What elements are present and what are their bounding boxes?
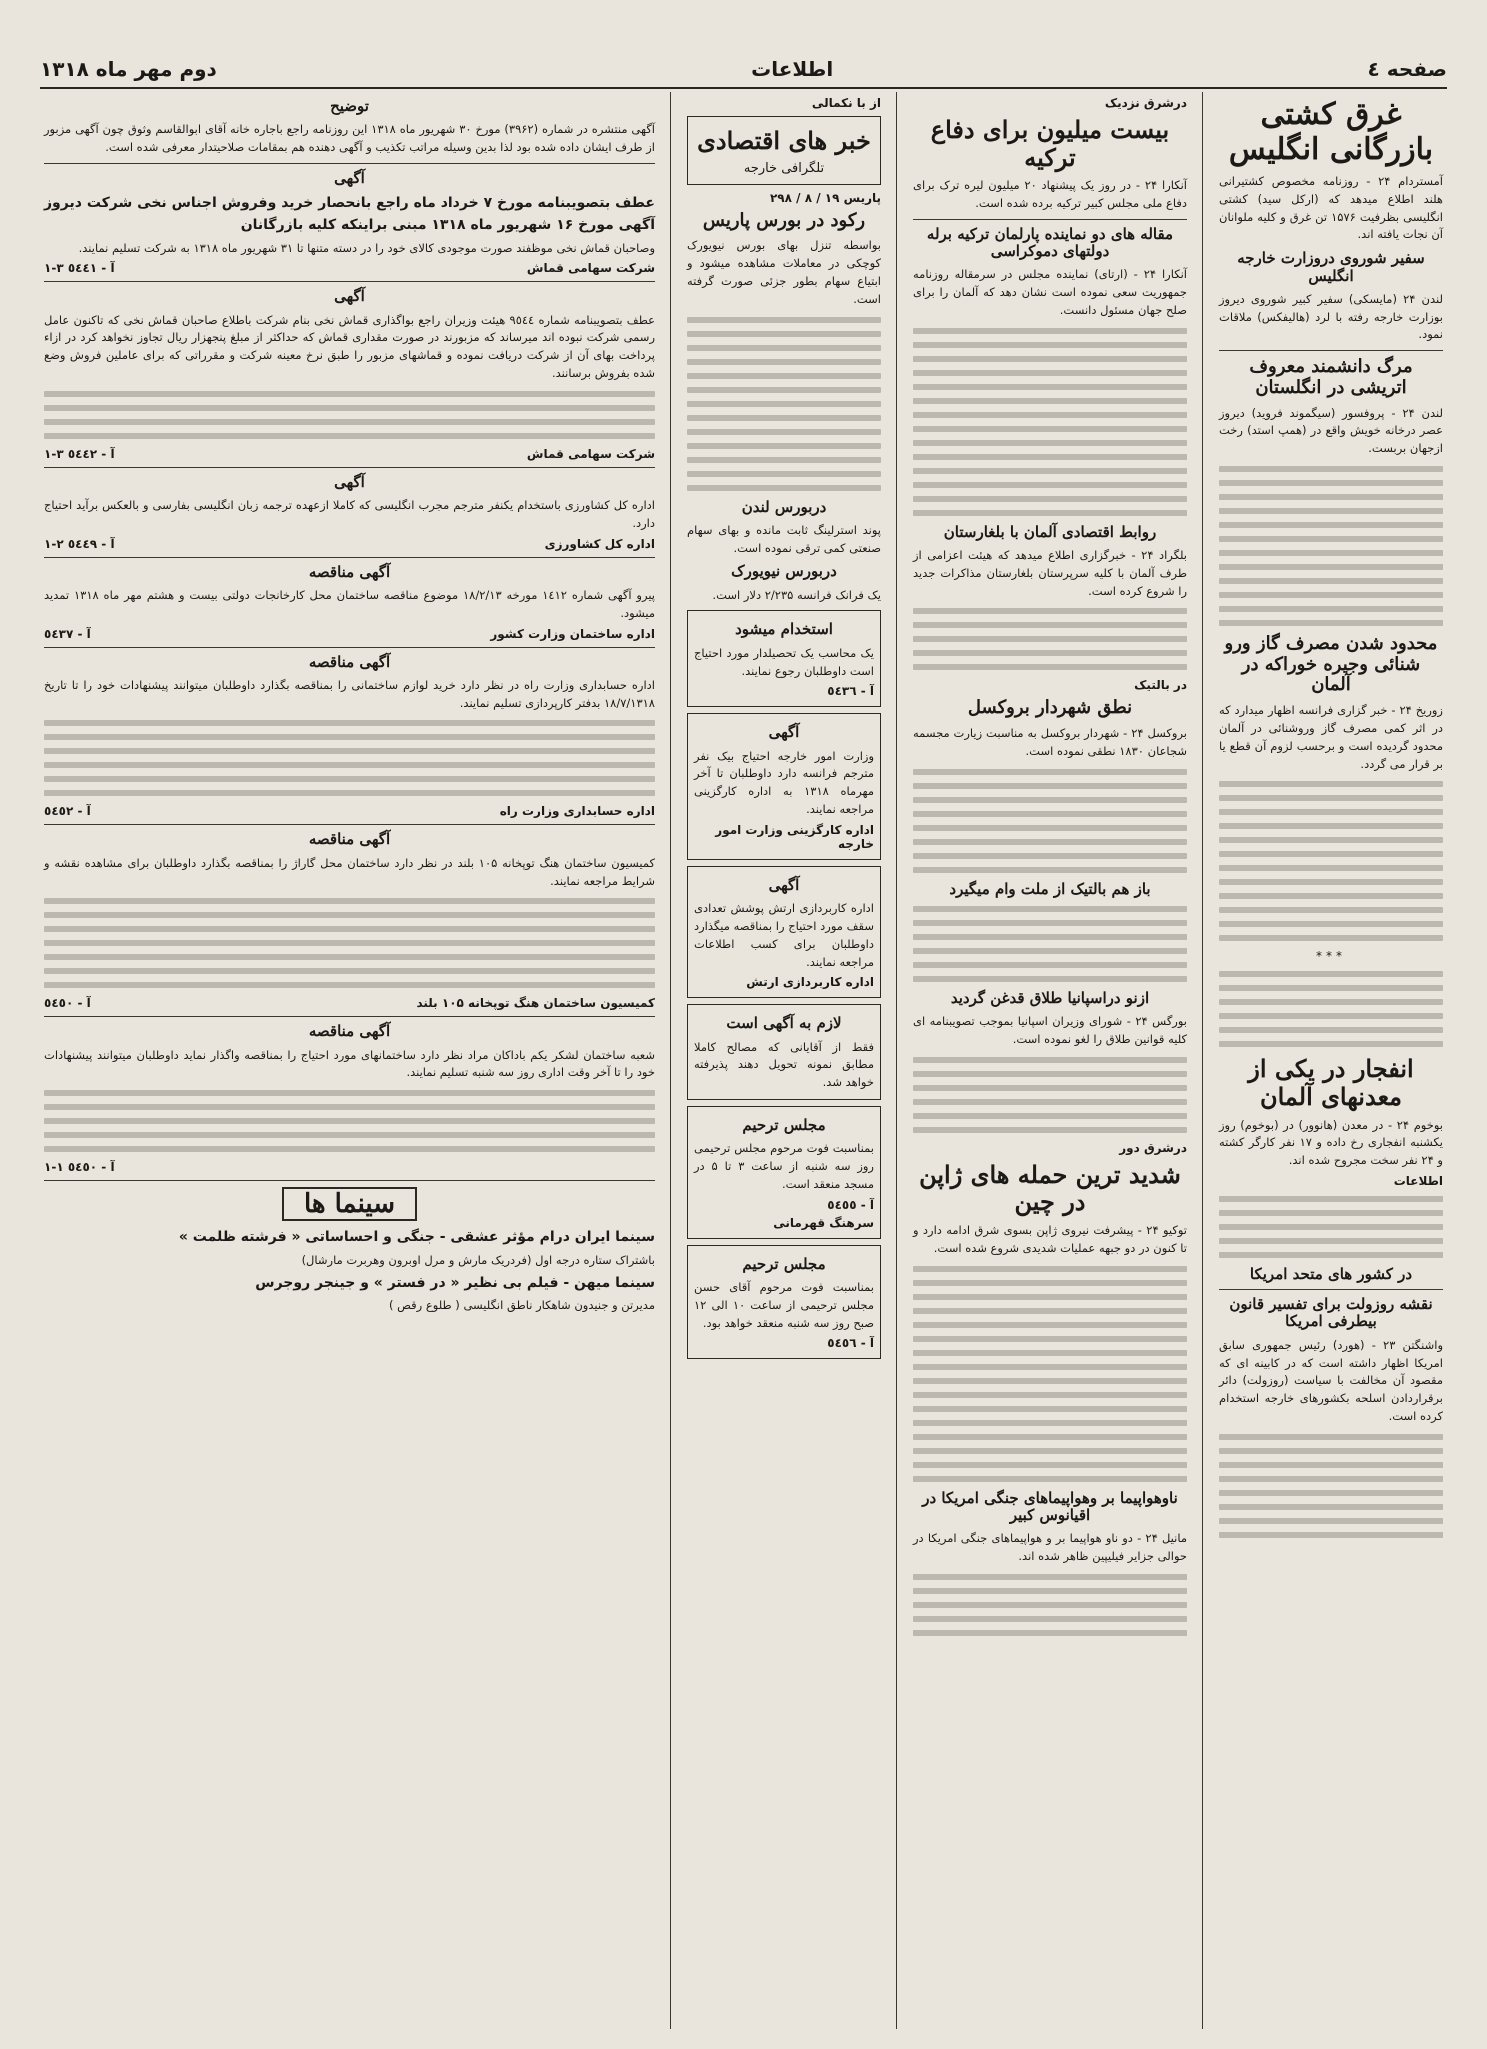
ad-notice [687, 1004, 881, 1100]
headline-gas-rationing: محدود شدن مصرف گاز ورو شنائی وجیره خوراکه در آلمان [1224, 633, 1438, 696]
article-body: بورگس ۲۴ - شورای وزیران اسپانیا بموجب تصویبنامه ای کلیه قوانین طلاق را لغو نموده است. [913, 1014, 1187, 1047]
ad-title: آگهی مناقصه [308, 562, 391, 581]
section-kicker: درشرق نزدیک [1104, 96, 1187, 110]
column-3 [679, 92, 889, 2029]
subheading-foreign-telegrams: تلگرافی خارجه [743, 160, 825, 176]
ad-signature: اداره حسابداری وزارت راه [499, 804, 655, 819]
ad-footer [44, 447, 655, 461]
ad-body: پیرو آگهی شماره ۱٤۱۲ مورخه ۱۸/۲/۱۳ موضوع مناقصه ساختمان محل کارخانجات دولتی بیست و هشتم مهر ماه ۱۳۱۸ تمدید میشود. [44, 587, 656, 620]
ad-title: آگهی مناقصه [308, 652, 391, 671]
notice-title: توضیح [330, 97, 369, 115]
ad-code: آ - ٥٤٥٢ [44, 804, 91, 819]
column-4 [36, 92, 663, 2029]
ad-code: آ - ٥٤٤٩ ۲-۱ [44, 536, 115, 551]
headline-scientist-death: مرگ دانشمند معروف اتریشی در انگلستان [1249, 356, 1413, 398]
ad-title: آگهی [334, 168, 365, 187]
ad-body: عطف بتصویبنامه شماره ۹٥٤٤ هیئت وزیران راجع بواگذاری قماش نخی بنام شرکت باطلاع صاحبان قماش نخی که تاکنون عامل رسمی شرکت نبوده اند میرساند که مزبورند در صورت مقداری قماش که حداکثر از مبلغ پنجهزار ریال تجاوز نخواهد کرد در ازاء پرداخت بهای آن از شرکت دریافت نموده و قماشهای مزبور را طبق نرخ معینه شرکت و مقرراتی که برای عاملین فروش وضع شده بفروش برسانند. [44, 312, 655, 380]
ad-title: آگهی [334, 472, 365, 491]
ad-footer [44, 537, 655, 551]
article-body: پوند استرلینگ ثابت مانده و بهای سهام صنعتی کمی ترقی نموده است. [687, 522, 881, 555]
article-continuation [1219, 466, 1443, 626]
article-continuation [1219, 781, 1443, 941]
ad-body: اداره کل کشاورزی باستخدام یکنفر مترجم مجرب انگلیسی که کاملا ازعهده ترجمه زبان انگلیسی بفارسی و بالعکس برآید احتیاج دارد. [44, 498, 655, 530]
ad-continuation [44, 391, 655, 439]
cinema-listing: باشتراک ستاره درجه اول (فردریک مارش و مرل اوبرون وهربرت مارشال) [301, 1252, 655, 1267]
article-body: مانیل ۲۴ - دو ناو هواپیما بر و هواپیماهای جنگی امریکا در حوالی جزایر فیلیپین ظاهر شده اند. [913, 1531, 1187, 1563]
headline-economic-news: خبر های اقتصادی [697, 126, 871, 155]
headline-brussels-mayor: نطق شهردار بروکسل [967, 697, 1133, 719]
section-heading-usa: در کشور های متحد امریکا [1249, 1264, 1413, 1283]
article-body: بلگراد ۲۴ - خبرگزاری اطلاع میدهد که هیئت اعزامی از طرف آلمان با کلیه سرپرستان بلغارستان مذاکرات جدید را شروع کرده است. [913, 548, 1187, 598]
cinema-title: سینما ها [282, 1187, 417, 1221]
article-body: بواسطه تنزل بهای بورس نیویورک کوچکی در معاملات مشاهده میشود و ابتیاع سهام بطور جزئی صورت گرفته است. [687, 238, 881, 306]
headline-mine-explosion: انفجار در یکی از معدنهای آلمان [1248, 1054, 1414, 1111]
ad-continuation [44, 720, 655, 796]
ad-foreign-ministry [687, 713, 881, 860]
ad-title: مجلس ترحیم [742, 1116, 826, 1135]
article-body: توکیو ۲۴ - پیشرفت نیروی ژاپن بسوی شرق ادامه دارد و تا کنون در دو جبهه عملیات شدیدی شروع شده است. [913, 1223, 1187, 1255]
headline-roosevelt: نقشه روزولت برای تفسیر قانون بیطرفی امریکا [1229, 1295, 1433, 1331]
article-continuation [1219, 1434, 1443, 1538]
ad-body: وزارت امور خارجه احتیاج بیک نفر مترجم فرانسه دارد داوطلبان تا آخر مهرماه ۱۳۱۸ به اداره کارگزینی مراجعه نمایند. [694, 748, 875, 817]
ad-continuation [44, 898, 655, 988]
headline-turkish-mps: مقاله های دو نماینده پارلمان ترکیه برله دولتهای دموکراسی [926, 224, 1174, 261]
ad-body: شعبه ساختمان لشکر یکم باداکان مراد نظر دارد ساختمانهای مورد احتیاج را بمناقصه واگذار نماید داوطلبان میتوانند پیشنهادات خود را تا آخر وقت اداری روز سه شنبه تسلیم نمایند. [44, 1047, 655, 1080]
ad-signature: سرهنگ قهرمانی [773, 1215, 874, 1230]
ad-memorial-2 [687, 1245, 881, 1360]
headline-us-carriers: ناوهواپیما بر وهواپیماهای جنگی امریکا در اقیانوس کبیر [922, 1488, 1178, 1524]
ad-signature: اداره ساختمان وزارت کشور [490, 626, 655, 641]
section-kicker: از با نکمالی [811, 96, 881, 110]
headline-turkey-defense: بیست میلیون برای دفاع ترکیه [930, 115, 1170, 172]
article-body: آنکارا ۲۴ - در روز یک پیشنهاد ۲۰ میلیون لیره ترک برای دفاع ملی مجلس کبیر ترکیه برده شده است. [913, 178, 1187, 210]
ad-code: آ - ٥٤٣٦ [827, 684, 874, 699]
headline-newyork-bourse: دربورس نیویورک [731, 562, 837, 581]
ad-title: آگهی مناقصه [308, 830, 391, 849]
article-body: زوریخ ۲۴ - خبر گزاری فرانسه اظهار میدارد که در اثر کمی مصرف گاز وروشنائی در آلمان محدود گردیده است و برحسب لزوم آن قطع یا بر قرار می گردد. [1219, 703, 1443, 771]
ad-signature: شرکت سهامی قماش [526, 446, 655, 461]
article-body: آنکارا ۲۴ - (ارتای) نماینده مجلس در سرمقاله روزنامه جمهوریت سعی نموده است نشان دهد که آلمان را برای صلح جهان مسئول دانست. [913, 267, 1187, 317]
ad-code: آ - ٥٤٥٦ [827, 1336, 874, 1351]
ad-title: آگهی [768, 875, 800, 894]
headline-spain-divorce: ازنو دراسپانیا طلاق قدغن گردید [950, 989, 1150, 1007]
ad-footer [44, 1160, 655, 1174]
article-body: یک فرانک فرانسه ۲/۲۳۵ دلار است. [712, 587, 881, 602]
ad-signature: کمیسیون ساختمان هنگ توپخانه ۱۰۵ بلند [416, 996, 655, 1011]
ad-code: آ - ٥٤٣٧ [44, 626, 91, 641]
ad-body: وصاحبان قماش نخی موظفند صورت موجودی کالای خود را در دسته متنها تا ۳۱ شهریور ماه ۱۳۱۸ به شرکت تسلیم نمایند. [78, 240, 655, 255]
article-body: بوخوم ۲۴ - در معدن (هانوور) در (بوخوم) روز یکشنبه انفجاری رخ داده و ۱۷ نفر کارگر کشته و ۲۴ نفر سخت مجروح شده اند. [1219, 1117, 1444, 1168]
exchange-rate-line: پاریس ۱۹ / ۸ / ۲۹۸ [769, 190, 881, 205]
article-continuation [687, 317, 881, 491]
ad-code: آ - ٥٤٥٥ [827, 1197, 874, 1212]
ad-body: اداره کاربردازی ارتش پوشش تعدادی سقف مورد احتیاج را بمناقصه میگذارد داوطلبان برای کسب اطلاعات مراجعه نمایند. [694, 901, 874, 969]
article-continuation [913, 1057, 1187, 1133]
article-continuation [913, 608, 1187, 670]
ad-signature: اداره کل کشاورزی [544, 536, 655, 551]
headline-germany-bulgaria: روابط اقتصادی آلمان با بلغارستان [943, 522, 1157, 541]
cinema-listing: مدیرتن و جنیدون شاهکار ناطق انگلیسی ( طلوع رقص ) [388, 1298, 655, 1313]
article-continuation [913, 1574, 1187, 1636]
ad-code: آ - ٥٤٥٠ ۱-۱ [44, 1160, 115, 1175]
ad-footer [44, 804, 655, 818]
ad-hiring [687, 610, 881, 707]
column-1 [1211, 92, 1451, 2029]
ad-title: آگهی [334, 287, 365, 306]
cinema-listing: سینما ایران درام مؤثر عشقی - جنگی و احساساتی « فرشته ظلمت » [178, 1229, 655, 1246]
article-continuation [1219, 971, 1443, 1047]
article-body: لندن ۲۴ (مایسکی) سفیر کبیر شوروی دیروز بوزارت خارجه رفته با لرد (هالیفکس) ملاقات نمود. [1219, 291, 1443, 342]
section-kicker: درشرق دور [1119, 1140, 1187, 1155]
headline-merchant-ship: غرق کشتی بازرگانی انگلیس [1228, 97, 1434, 167]
ad-army-procurement [687, 866, 881, 999]
ad-body: کمیسیون ساختمان هنگ توپخانه ۱۰۵ بلند در نظر دارد ساختمان محل گاراژ را بمناقصه بگذارد داوطلبان برای مشاهده نقشه و شرایط مراجعه نمایند. [44, 855, 655, 888]
section-label: اطلاعات [1393, 1173, 1443, 1188]
article-continuation [913, 328, 1187, 516]
ad-signature: اداره کارگزینی وزارت امور خارجه [715, 822, 874, 851]
headline-london-bourse: دربورس لندن [741, 497, 827, 516]
ad-title: آگهی [768, 723, 800, 742]
ad-continuation [44, 1090, 655, 1152]
article-body: لندن ۲۴ - پروفسور (سیگموند فروید) دیروز عصر درخانه خویش واقع در (همپ استد) رخت ازجهان بربست. [1219, 405, 1443, 456]
headline-japan-attacks: شدید ترین حمله های ژاپن در چین [919, 1159, 1181, 1217]
ad-title: آگهی مناقصه [308, 1022, 391, 1041]
article-body: بروکسل ۲۴ - شهردار بروکسل به مناسبت زیارت مجسمه شجاعان ۱۸۳۰ نطقی نموده است. [913, 726, 1188, 758]
notice-body: آگهی منتشره در شماره (۳۹۶۲) مورخ ۳۰ شهریور ماه ۱۳۱۸ این روزنامه راجع باجاره خانه آقای ابوالقاسم وثوق چون آگهی مزبور از طرف ایشان داده شده بود لذا بدین وسیله مراتب تکذیب و آگهی دهنده هم بمقامات صلاحیتدار معرفی شده است. [44, 122, 655, 155]
ad-body: بمناسبت فوت مرحوم آقای حسن مجلس ترحیمی از ساعت ۱۰ الی ۱۲ صبح روز سه شنبه منعقد خواهد بود. [694, 1279, 874, 1330]
column-2 [905, 92, 1195, 2029]
ad-body: فقط از آقایانی که مصالح کاملا مطابق نمونه تحویل دهند پذیرفته خواهد شد. [694, 1039, 874, 1090]
page-number: صفحه ٤ [1367, 57, 1447, 81]
headline-paris-bourse: رکود در بورس پاریس [702, 209, 866, 231]
article-body: آمستردام ۲۴ - روزنامه مخصوص کشتیرانی هلند اطلاع میدهد که (ارکل سید) کشتی انگلیسی بظرفیت ۱۵۷۶ تن غرق و کلیه ملوانان آن نجات یافته اند. [1219, 174, 1443, 242]
article-continuation [913, 769, 1187, 873]
ad-footer [44, 627, 655, 641]
ad-lead: عطف بتصویبنامه مورخ ۷ خرداد ماه راجع بانحصار خرید وفروش اجناس نخی شرکت دیروز آگهی مورخ ۱۶ شهریور ماه ۱۳۱۸ مبنی براینکه کلیه بازرگانان [44, 195, 655, 233]
ad-signature: شرکت سهامی قماش [526, 261, 655, 276]
ad-code: آ - ٥٤٤١ ۳-۱ [44, 261, 115, 276]
article-body: واشنگتن ۲۳ - (هورد) رئیس جمهوری سابق امریکا اظهار داشته است که در کابینه ای که مقصود آن مخالفت با سیاست (روزولت) دائر برقراردادن اسلحه بکشورهای خارجه استخدام کرده است. [1219, 1337, 1443, 1423]
economic-news-box [687, 116, 881, 185]
cinema-section-header [44, 1187, 655, 1221]
ad-code: آ - ٥٤٥٠ [44, 996, 91, 1011]
ad-body: یک محاسب یک تحصیلدار مورد احتیاج است داوطلبان رجوع نمایند. [694, 645, 874, 678]
ad-title: مجلس ترحیم [742, 1254, 826, 1273]
article-continuation [913, 1266, 1187, 1482]
ad-footer [44, 261, 655, 275]
ad-memorial-1 [687, 1106, 881, 1239]
section-kicker: در بالتیک [1134, 678, 1187, 693]
ad-footer [44, 996, 655, 1010]
newspaper-name: اطلاعات [751, 57, 834, 81]
headline-soviet-ambassador: سفیر شوروی دروزارت خارجه انگلیس [1237, 249, 1425, 285]
article-continuation [1219, 1196, 1443, 1258]
article-continuation [913, 906, 1187, 982]
ad-signature: اداره کاربردازی ارتش [746, 975, 874, 990]
masthead [40, 55, 1447, 83]
ad-title: لازم به آگهی است [726, 1014, 842, 1033]
ad-body: بمناسبت فوت مرحوم مجلس ترحیمی روز سه شنبه از ساعت ۳ تا ۵ در مسجد منعقد است. [694, 1141, 874, 1191]
ad-body: اداره حسابداری وزارت راه در نظر دارد خرید لوازم ساختمانی را بمناقصه بگذارد داوطلبان میتوانند پیشنهادات خود را تا تاریخ ۱۸/۷/۱۳۱۸ بدفتر کارپردازی تسلیم نمایند. [44, 677, 655, 710]
section-stars: *** [1316, 949, 1346, 964]
ad-code: آ - ٥٤٤٢ ۳-۱ [44, 446, 115, 461]
ad-title: استخدام میشود [735, 620, 833, 639]
issue-date: دوم مهر ماه ۱۳۱۸ [40, 57, 217, 81]
headline-belgium-loan: باز هم بالتیک از ملت وام میگیرد [949, 879, 1151, 898]
cinema-listing: سینما میهن - فیلم بی نظیر « در فستر » و جینجر روجرس [255, 1274, 655, 1291]
